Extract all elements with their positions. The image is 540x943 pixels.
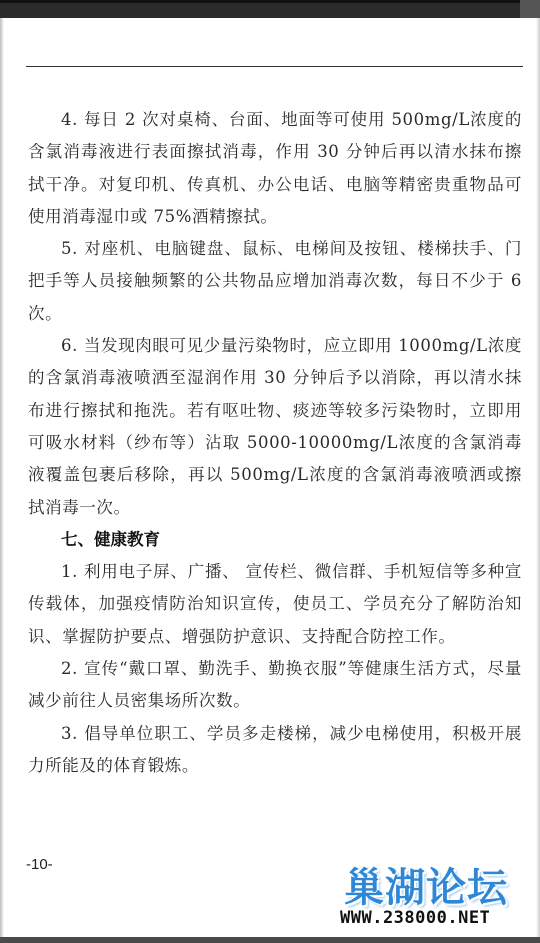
list-item: 2. 宣传“戴口罩、勤洗手、勤换衣服”等健康生活方式，尽量减少前往人员密集场所次数。 [28, 659, 522, 711]
bottom-frame-band [0, 937, 540, 943]
paragraph-6: 6. 当发现肉眼可见少量污染物时，应立即用 1000mg/L浓度的含氯消毒液喷洒至湿润作用 30 分钟后予以消除，再以清水抹布进行擦拭和拖洗。若有呕吐物、痰迹等较多污染物时，立即用可吸水材料（纱布等）沾取 5000-10000mg/L浓度的含氯消毒液覆盖包裹后移除，再以 500mg/L浓度的含氯消毒液喷洒或擦拭消毒一次。 [28, 336, 522, 517]
section-heading: 七、健康教育 [61, 529, 160, 549]
header-rule [26, 66, 523, 67]
right-page-shadow [536, 18, 540, 943]
paragraph-4: 4. 每日 2 次对桌椅、台面、地面等可使用 500mg/L浓度的含氯消毒液进行表面擦拭消毒，作用 30 分钟后再以清水抹布擦拭干净。对复印机、传真机、办公电话、电脑等精密贵重物品可使用消毒湿巾或 75%酒精擦拭。 [28, 110, 522, 226]
document-body [28, 104, 522, 782]
top-frame-band [0, 0, 540, 18]
top-right-corner [520, 0, 540, 18]
watermark-title: 巢湖论坛 [344, 865, 508, 911]
left-page-shadow [0, 18, 4, 943]
list-item: 1. 利用电子屏、广播、 宣传栏、微信群、手机短信等多种宣传载体，加强疫情防治知识宣传，使员工、学员充分了解防治知识、掌握防护要点、增强防护意识、支持配合防控工作。 [28, 562, 522, 646]
list-item: 3. 倡导单位职工、学员多走楼梯，减少电梯使用，积极开展力所能及的体育锻炼。 [28, 723, 522, 775]
paragraph-5: 5. 对座机、电脑键盘、鼠标、电梯间及按钮、楼梯扶手、门把手等人员接触频繁的公共物品应增加消毒次数，每日不少于 6 次。 [28, 239, 522, 323]
page-number: -10- [26, 856, 53, 873]
watermark-url: WWW.238000.NET [340, 908, 491, 928]
forum-watermark-logo [338, 856, 528, 936]
